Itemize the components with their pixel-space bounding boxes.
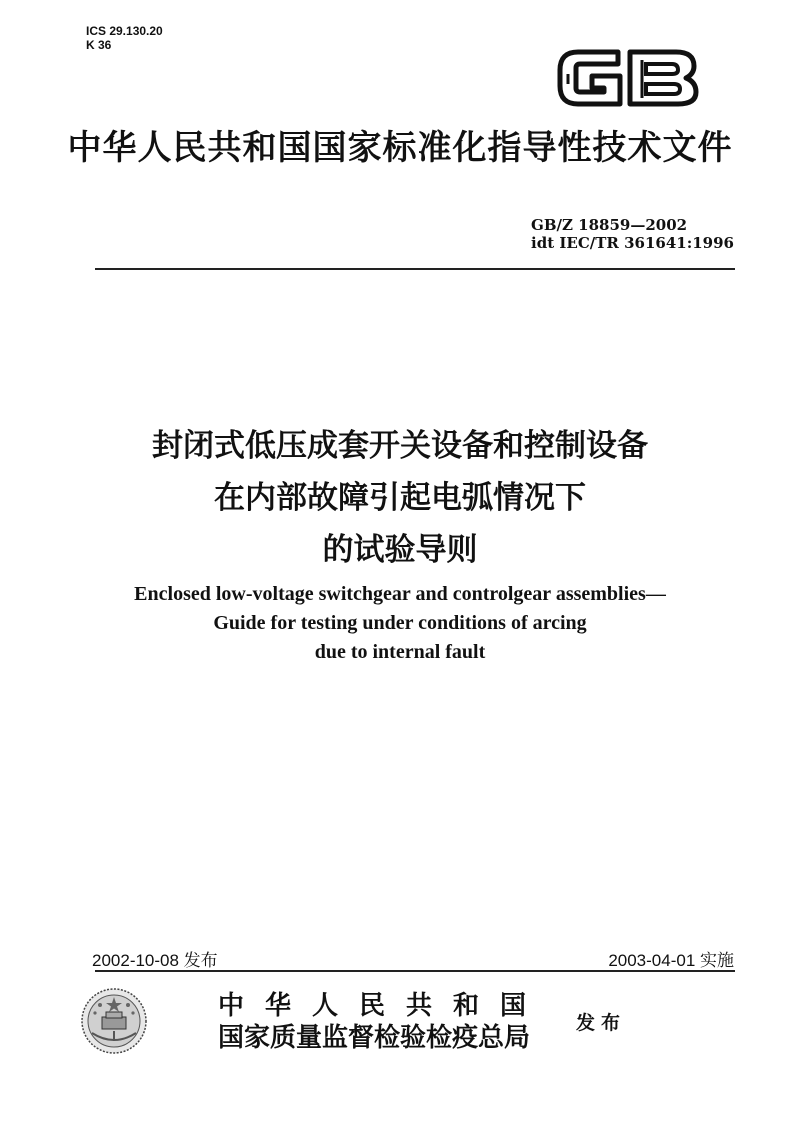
publisher-org-2: 国家质量监督检验检疫总局 xyxy=(218,1023,531,1053)
bottom-divider xyxy=(95,970,735,972)
chinese-title-line-1: 封闭式低压成套开关设备和控制设备 xyxy=(152,428,648,464)
chinese-title xyxy=(0,420,800,576)
publisher-org-1: 中华人民共和国 xyxy=(218,991,548,1021)
english-title-line-3: due to internal fault xyxy=(314,641,486,663)
ics-code: ICS 29.130.20 xyxy=(86,24,163,38)
publisher-block xyxy=(218,990,547,1054)
english-title xyxy=(0,580,800,667)
standard-number: GB/Z 18859—2002 xyxy=(531,216,688,234)
chinese-title-line-3: 的试验导则 xyxy=(322,532,478,568)
standard-number-block xyxy=(531,216,734,252)
chinese-title-line-2: 在内部故障引起电弧情况下 xyxy=(214,480,586,516)
gb-logo-icon xyxy=(548,34,708,122)
top-divider xyxy=(95,268,735,270)
implementation-date: 2003-04-01 实施 xyxy=(608,951,734,970)
document-type-heading: 中华人民共和国国家标准化指导性技术文件 xyxy=(67,128,733,168)
standard-equivalence: idt IEC/TR 361641:1996 xyxy=(531,234,734,252)
english-title-line-1: Enclosed low-voltage switchgear and controlgear assemblies— xyxy=(134,583,666,605)
publish-label: 发布 xyxy=(576,1012,627,1034)
classification-codes xyxy=(86,24,163,52)
national-emblem-icon xyxy=(80,987,148,1055)
ccs-code: K 36 xyxy=(86,38,112,52)
english-title-line-2: Guide for testing under conditions of arcing xyxy=(213,612,587,634)
issue-date: 2002-10-08 发布 xyxy=(92,951,218,970)
